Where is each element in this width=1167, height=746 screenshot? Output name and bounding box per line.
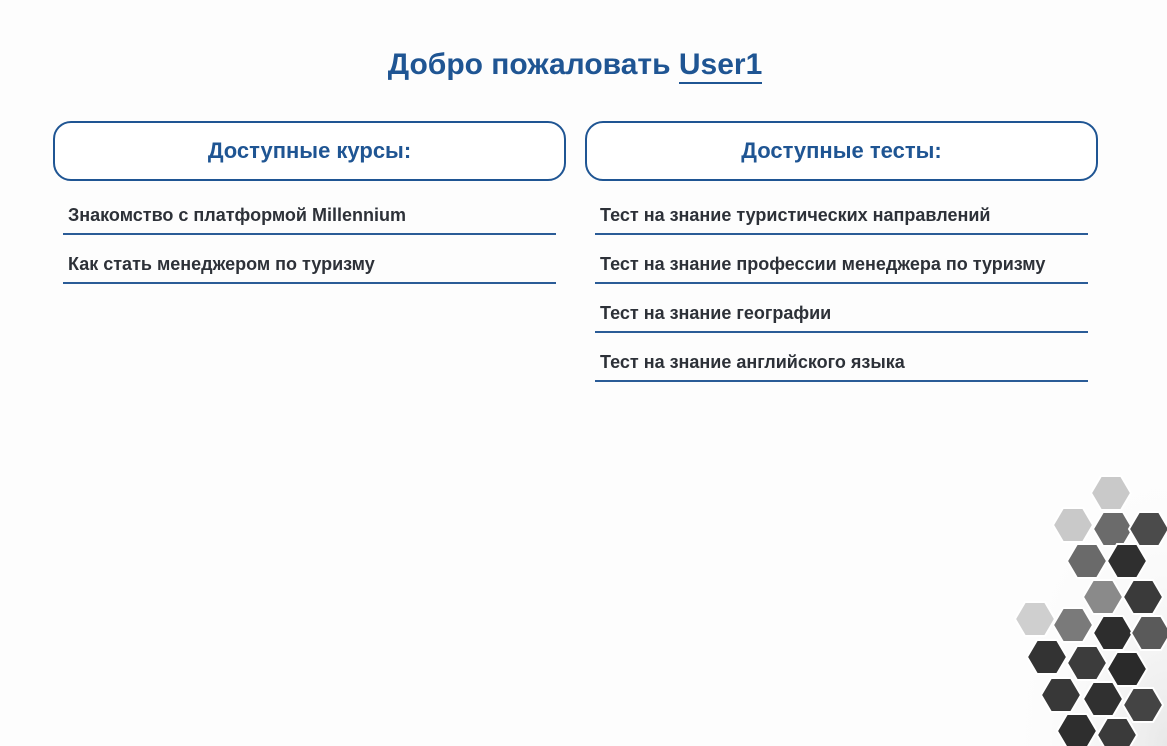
hexagon-shape (1067, 544, 1107, 578)
hexagon-shape (1131, 616, 1167, 650)
hexagon-shape (1093, 512, 1133, 546)
tests-header: Доступные тесты: (585, 121, 1098, 181)
test-item[interactable]: Тест на знание туристических направлений (595, 201, 1088, 235)
hexagon-decoration (1007, 456, 1167, 746)
test-item[interactable]: Тест на знание профессии менеджера по туризму (595, 250, 1088, 284)
hexagon-shape (1107, 544, 1147, 578)
hexagon-shape (1093, 616, 1133, 650)
hexagon-shape (1129, 512, 1167, 546)
hexagon-shape (1041, 678, 1081, 712)
hexagon-shape (1053, 508, 1093, 542)
hexagon-shape (1123, 688, 1163, 722)
hexagon-shape (1123, 580, 1163, 614)
hexagon-shape (1083, 580, 1123, 614)
courses-header: Доступные курсы: (53, 121, 566, 181)
hexagon-shape (1057, 714, 1097, 746)
courses-list (53, 201, 566, 284)
hexagon-shape (1027, 640, 1067, 674)
test-item[interactable]: Тест на знание географии (595, 299, 1088, 333)
hexagon-shape (1083, 682, 1123, 716)
course-item[interactable]: Как стать менеджером по туризму (63, 250, 556, 284)
welcome-text: Добро пожаловать (387, 48, 671, 81)
tests-list (585, 201, 1098, 382)
hexagon-shape (1015, 602, 1055, 636)
test-item[interactable]: Тест на знание английского языка (595, 348, 1088, 382)
hexagon-shape (1053, 608, 1093, 642)
username-link[interactable]: User1 (679, 48, 762, 84)
tests-panel (585, 121, 1098, 397)
hexagon-shape (1067, 646, 1107, 680)
hexagon-shape (1091, 476, 1131, 510)
hexagon-shape (1097, 718, 1137, 746)
course-item[interactable]: Знакомство с платформой Millennium (63, 201, 556, 235)
courses-panel (53, 121, 566, 299)
hexagon-shape (1107, 652, 1147, 686)
page-title (0, 43, 1150, 87)
